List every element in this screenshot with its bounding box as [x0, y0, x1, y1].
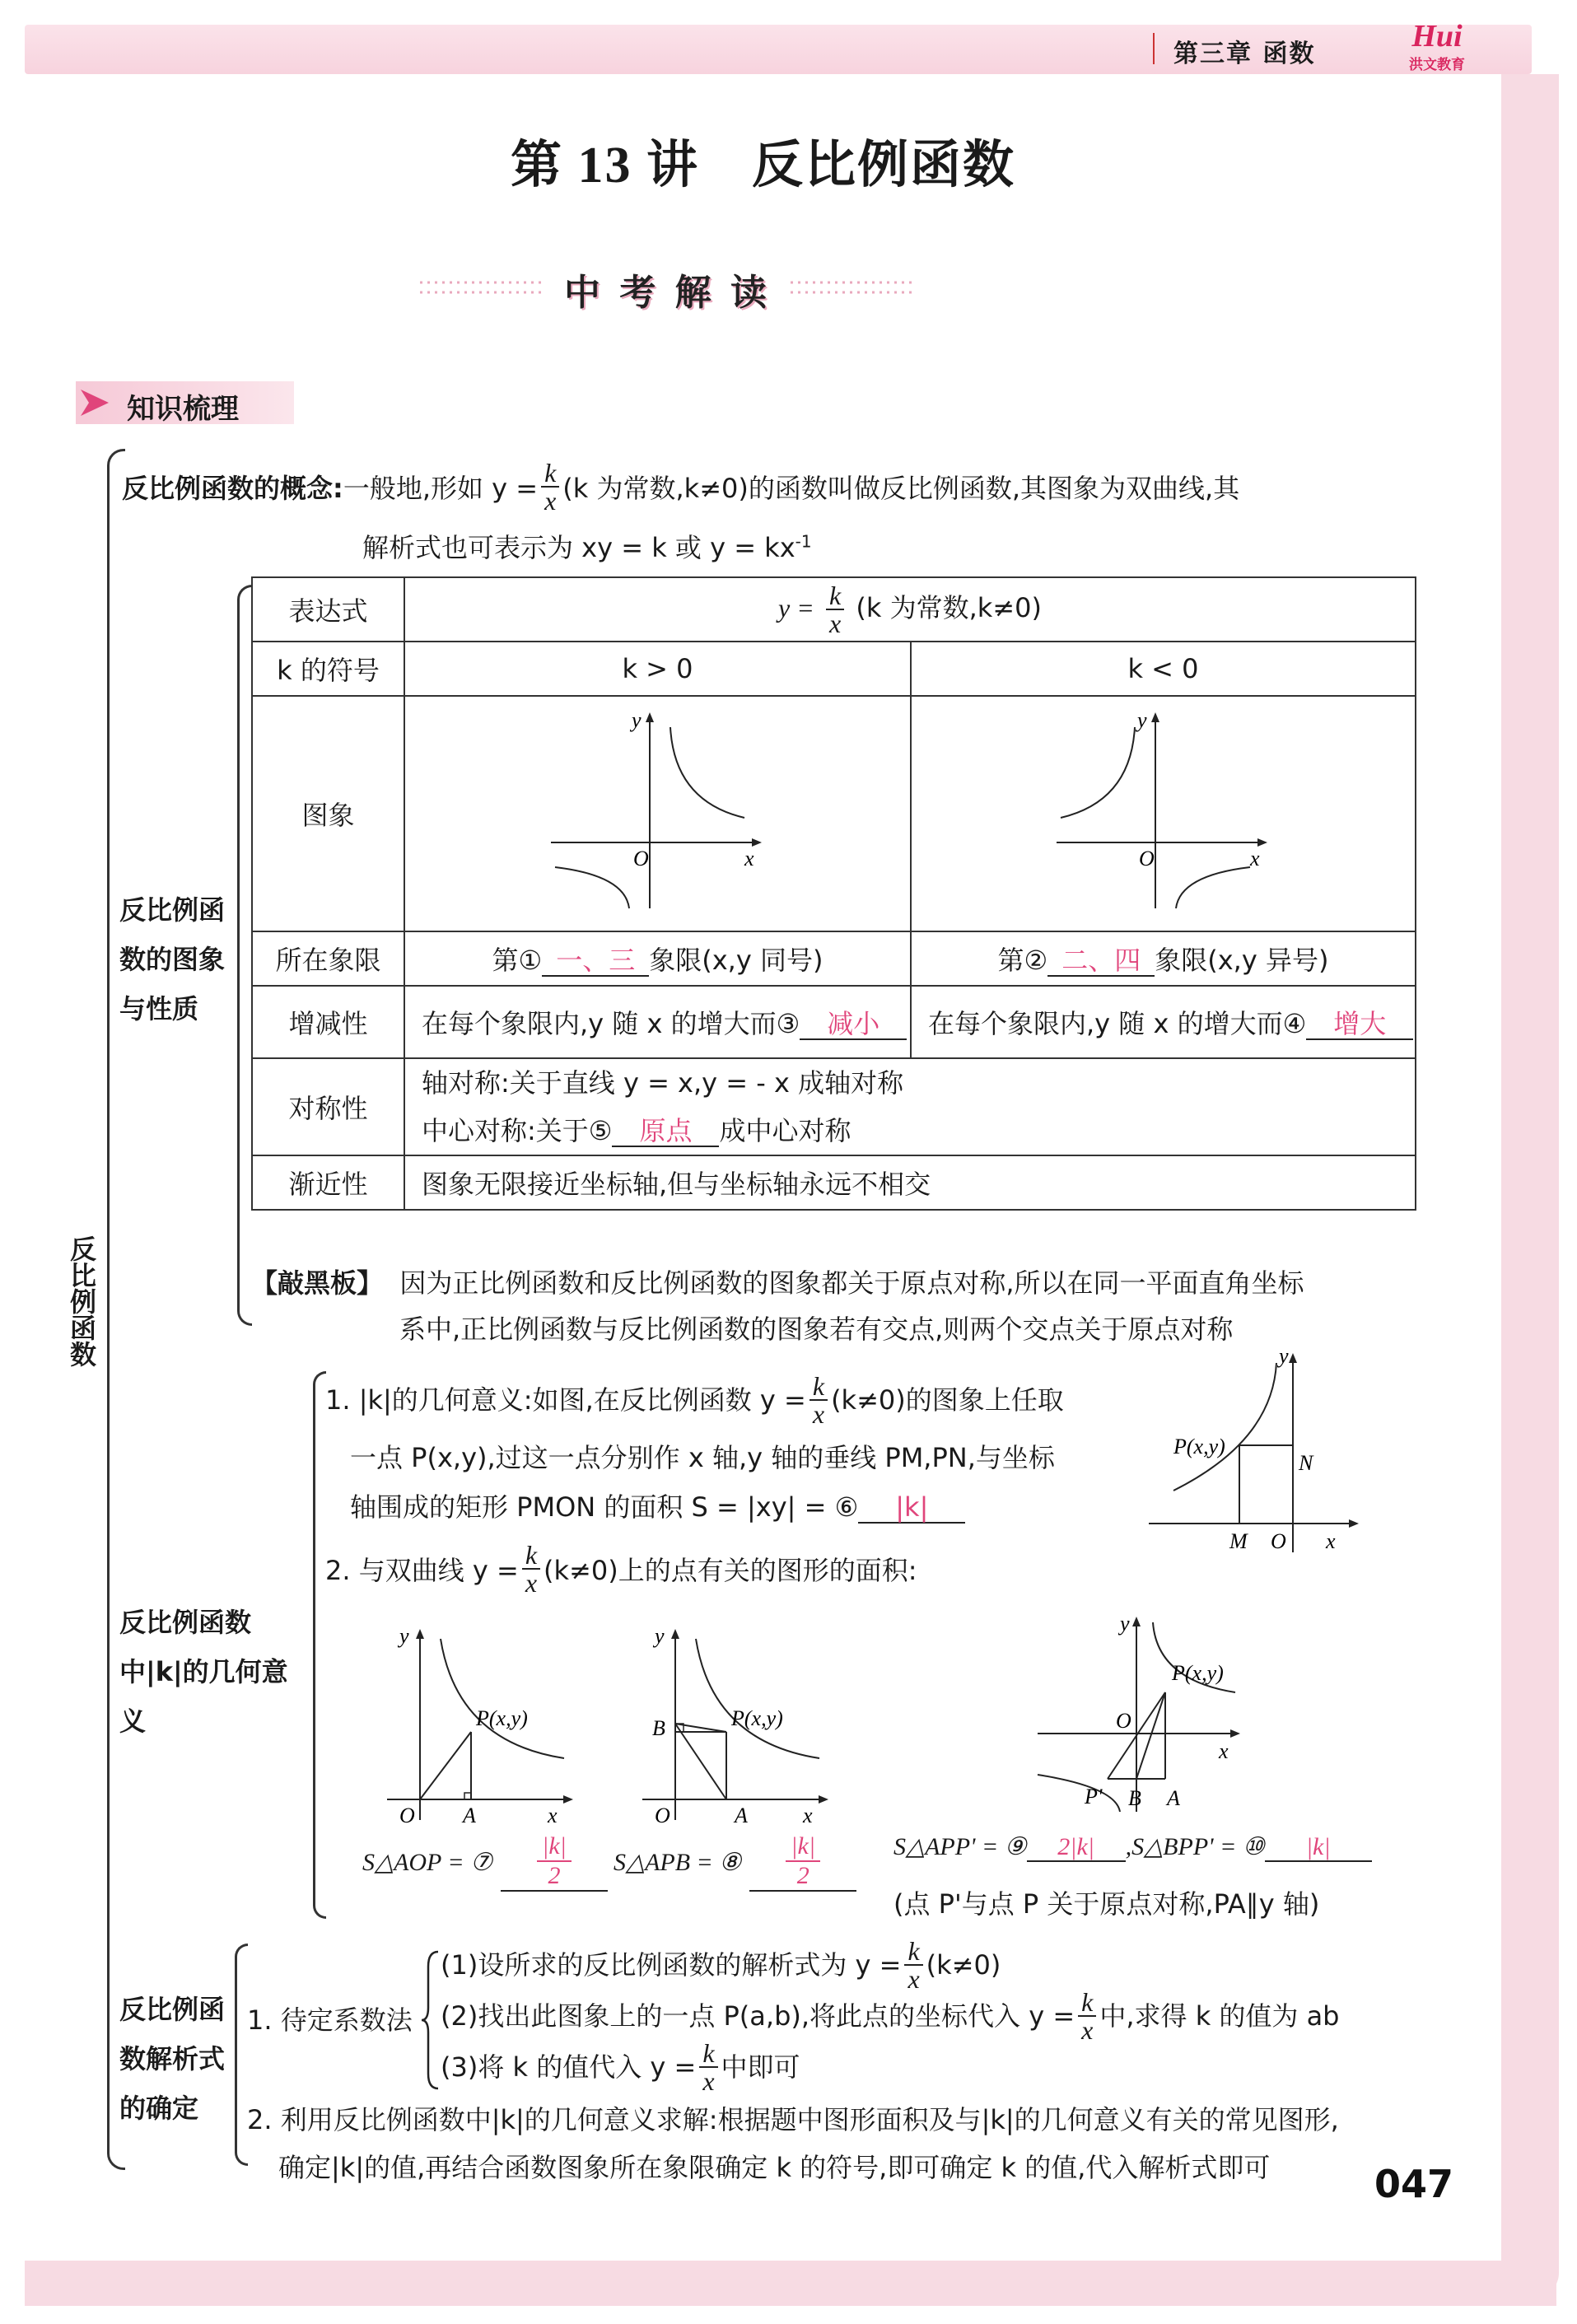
answer-2: 二、四: [1047, 947, 1155, 977]
asym-label: 渐近性: [252, 1155, 404, 1210]
answer-4: 增大: [1306, 1010, 1413, 1040]
svg-text:B: B: [652, 1716, 665, 1740]
header-divider: [1153, 33, 1155, 64]
svg-text:P(x,y): P(x,y): [1172, 1661, 1224, 1685]
method1-label: 1. 待定系数法: [247, 2004, 413, 2036]
sign-neg: k < 0: [911, 642, 1416, 696]
concept-line2: 解析式也可表示为 xy = k 或 $y = kx^{-1}$: [362, 531, 812, 563]
svg-text:x: x: [548, 1804, 558, 1824]
banner-text: 中 考 解 读: [544, 263, 791, 312]
asym-text: 图象无限接近坐标轴,但与坐标轴永远不相交: [404, 1155, 1416, 1210]
geometry-brace: [313, 1371, 326, 1919]
concept-text-b: (k 为常数,k≠0)的函数叫做反比例函数,其图象为双曲线,其: [562, 473, 1240, 504]
svg-text:y: y: [631, 708, 642, 732]
pmon-figure: [1149, 1351, 1363, 1556]
svg-text:P(x,y): P(x,y): [1173, 1435, 1225, 1458]
answer-9: 2|k|: [1027, 1834, 1126, 1862]
concept-label: 反比例函数的概念:: [122, 473, 343, 504]
svg-text:x: x: [1249, 847, 1260, 870]
svg-text:O: O: [1271, 1529, 1286, 1553]
root-brace: [107, 449, 125, 2170]
hyperbola-neg-graph: [1040, 702, 1287, 925]
method1-steps: (1)设所求的反比例函数的解析式为 y = $\frac{k}{x}$ (k≠0) (2)找出此图象上的一点 P(a,b),将此点的坐标代入 y = $\frac{k}{x}$ 中,求得 k 的值为 ab (3)将 k 的值代入 y = $\frac{k}{x}$ 中即可: [441, 1936, 1340, 2096]
geo-item1: 1. |k|的几何意义:如图,在反比例函数 y = $\frac{k}{x}$ (k≠0)的图象上任取 一点 P(x,y),过这一点分别作 x 轴,y 轴的垂线 PM,PN,与坐标 轴围成的矩形 PMON 的面积 S = |xy| = ⑥ |k|: [325, 1371, 1064, 1523]
page-title: 第 13 讲 反比例函数: [511, 138, 1016, 194]
sign-label: k 的符号: [252, 642, 404, 696]
answer-7: |k| 2: [501, 1832, 608, 1892]
section-tag: [76, 381, 294, 424]
hyperbola-pos-graph: [534, 702, 782, 925]
svg-text:A: A: [1167, 1786, 1180, 1810]
answer-3: 减小: [800, 1010, 907, 1040]
svg-text:A: A: [735, 1804, 748, 1824]
side-band: [1501, 74, 1559, 2298]
sign-pos: k > 0: [404, 642, 911, 696]
graph-pos-cell: [404, 696, 911, 931]
page-number: 047: [1374, 2162, 1453, 2206]
svg-text:O: O: [1138, 847, 1155, 870]
expr-label: 表达式: [252, 577, 404, 642]
logo-subtitle: 洪文教育: [1409, 57, 1465, 73]
area-aop: S△AOP = ⑦ |k| 2: [362, 1832, 608, 1892]
properties-table: [251, 576, 1416, 1211]
svg-text:x: x: [744, 847, 754, 870]
quad-neg: 第② 二、四 象限(x,y 异号): [911, 931, 1416, 986]
method2: 2. 利用反比例函数中|k|的几何意义求解:根据题中图形面积及与|k|的几何意义有关的常见图形, 确定|k|的值,再结合函数图象所在象限确定 k 的符号,即可确定 k 的值,代入解析式即可: [247, 2104, 1339, 2183]
answer-10: |k|: [1265, 1834, 1372, 1862]
graph-section-label: 反比例函数的图象与性质: [119, 894, 226, 1024]
svg-text:x: x: [1326, 1529, 1336, 1553]
graph-neg-cell: [911, 696, 1416, 931]
svg-text:x: x: [1219, 1739, 1229, 1763]
area-app: S△APP' = ⑨ 2|k| ,S△BPP' = ⑩ |k|: [893, 1832, 1372, 1862]
svg-text:N: N: [1299, 1451, 1313, 1475]
svg-text:A: A: [463, 1804, 476, 1824]
origin-label: O: [632, 847, 649, 870]
concept-line1: [122, 460, 1239, 514]
svg-text:O: O: [1116, 1709, 1131, 1733]
root-label: 反比例函数: [66, 1235, 97, 1367]
answer-8: |k| 2: [749, 1832, 856, 1892]
concept-exponent: -1: [795, 531, 812, 552]
svg-text:P': P': [1085, 1785, 1103, 1808]
mono-neg: 在每个象限内,y 随 x 的增大而④ 增大: [911, 986, 1416, 1058]
sym-cell: 轴对称:关于直线 y = x,y = - x 成轴对称 中心对称:关于⑤ 原点 成中心对称: [404, 1058, 1416, 1155]
geo-item2: 2. 与双曲线 y = $\frac{k}{x}$ (k≠0)上的点有关的图形的面积:: [325, 1540, 917, 1598]
apb-figure: [634, 1626, 832, 1824]
method1-brace: [422, 1950, 441, 2090]
area-note: (点 P'与点 P 关于原点对称,PA∥y 轴): [893, 1888, 1320, 1920]
chapter-label: 第三章 函数: [1173, 40, 1316, 68]
svg-text:O: O: [399, 1804, 415, 1824]
quad-pos: 第① 一、三 象限(x,y 同号): [404, 931, 911, 986]
answer-5: 原点: [612, 1118, 719, 1147]
svg-text:y: y: [1120, 1614, 1130, 1636]
svg-text:x: x: [803, 1804, 813, 1824]
aop-figure: [379, 1626, 576, 1824]
svg-text:M: M: [1229, 1529, 1248, 1553]
note-label: 【敲黑板】: [251, 1267, 384, 1299]
svg-text:y: y: [399, 1626, 409, 1648]
resolution-section-label: 反比例函数解析式的确定: [119, 1994, 226, 2124]
app-figure: [1033, 1614, 1248, 1820]
area-apb: S△APB = ⑧ |k| 2: [614, 1832, 856, 1892]
section-tag-label: 知识梳理: [127, 393, 239, 426]
svg-text:P(x,y): P(x,y): [476, 1706, 528, 1730]
resolution-brace: [235, 1944, 248, 2166]
svg-text:B: B: [1128, 1786, 1141, 1810]
concept-frac: $\frac{k}{x}$: [541, 460, 559, 514]
concept-text-a: 一般地,形如 y =: [343, 473, 539, 504]
svg-text:y: y: [1279, 1351, 1289, 1368]
answer-1: 一、三: [542, 947, 649, 977]
sym-label: 对称性: [252, 1058, 404, 1155]
note-block: 【敲黑板】 因为正比例函数和反比例函数的图象都关于原点对称,所以在同一平面直角坐标 系中,正比例函数与反比例函数的图象若有交点,则两个交点关于原点对称: [251, 1267, 1304, 1345]
svg-text:P(x,y): P(x,y): [731, 1706, 783, 1730]
geometry-section-label: 反比例函数中|k|的几何意义: [119, 1607, 288, 1737]
expr-cell: y = $\frac{k}{x}$ (k 为常数,k≠0): [404, 577, 1416, 642]
section-banner: [420, 268, 914, 314]
graph-label: 图象: [252, 696, 404, 931]
arrow-icon: [81, 390, 110, 416]
svg-text:O: O: [655, 1804, 670, 1824]
brand-logo: [1400, 20, 1474, 77]
mono-pos: 在每个象限内,y 随 x 的增大而③ 减小: [404, 986, 911, 1058]
svg-text:y: y: [1136, 708, 1147, 732]
mono-label: 增减性: [252, 986, 404, 1058]
logo-mark: Hui: [1411, 19, 1463, 54]
answer-6: |k|: [858, 1494, 965, 1524]
svg-text:y: y: [655, 1626, 665, 1648]
quad-label: 所在象限: [252, 931, 404, 986]
bottom-band: [25, 2261, 1556, 2306]
graph-brace: [237, 585, 252, 1326]
